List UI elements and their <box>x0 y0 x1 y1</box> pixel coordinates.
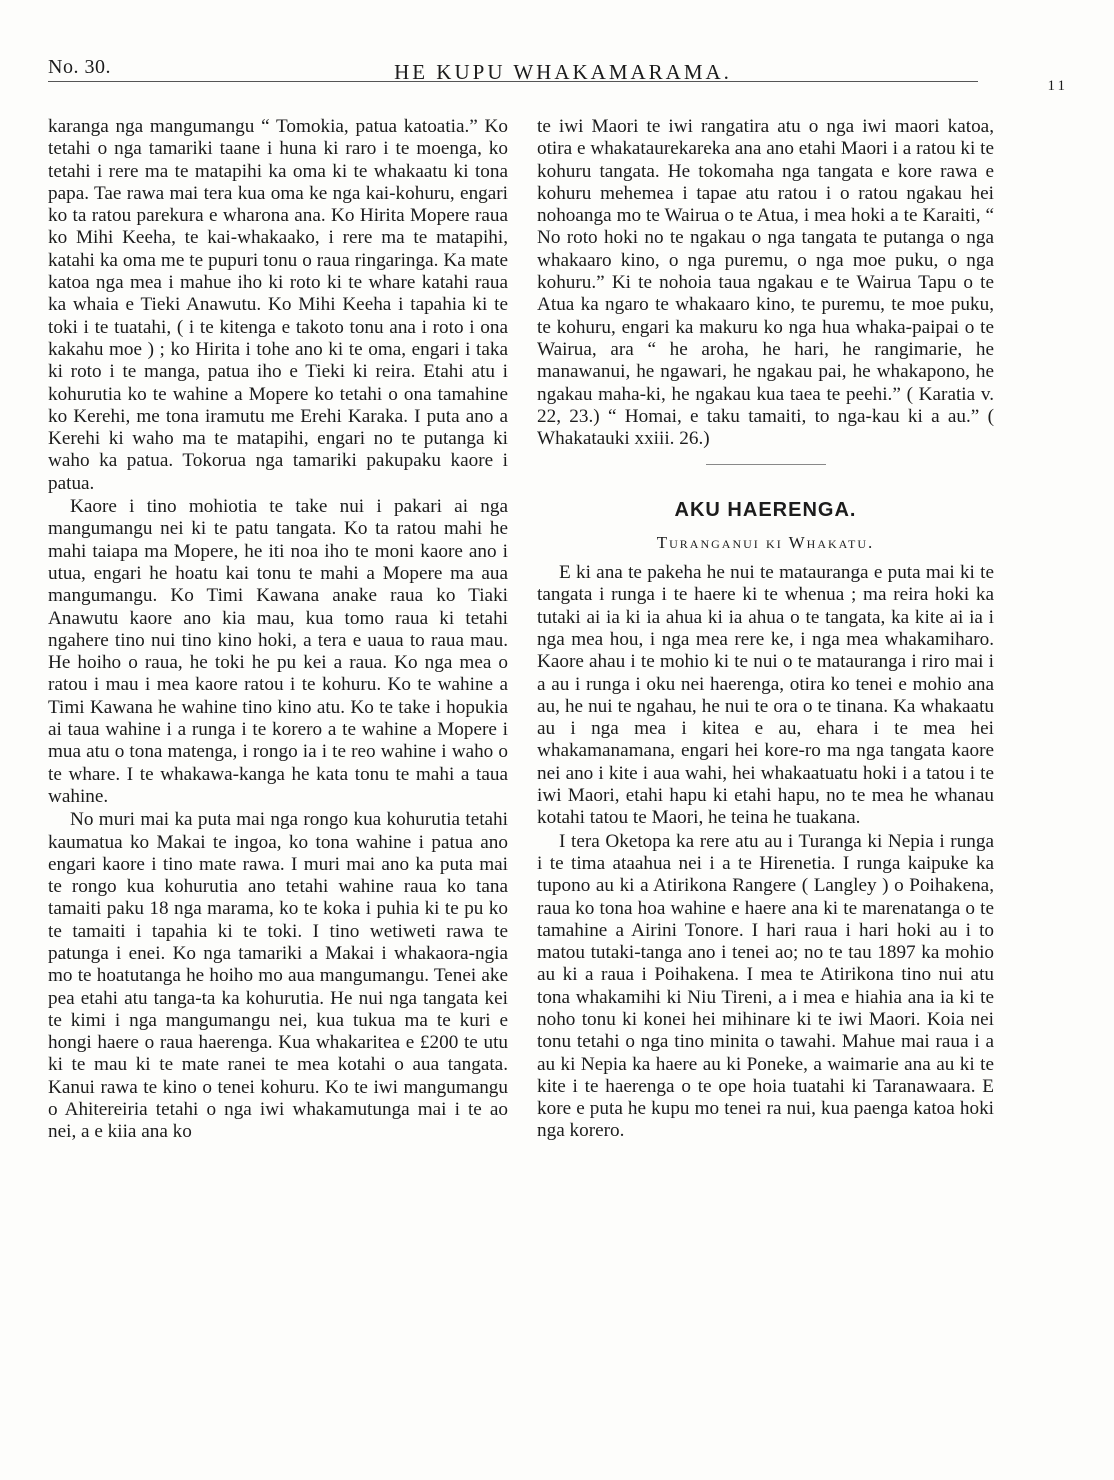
paragraph: I tera Oketopa ka rere atu au i Turanga ki Nepia i runga i te tima ataahua nei i a te Hirenetia. I runga kaipuke ka tupono au ki a Atirikona Rangere ( Langley ) o Poihakena, raua ko tona hoa wahine e haere ana ki te marenatanga o te tamahine a Airini Tonore. I hari raua i hari hoki au i to matou tutaki-tanga ano i tenei ao; no te tau 1897 ka mohio au ki a raua i Poihakena. I mea te Atirikona tino nui atu tona whakamihi ki Niu Tireni, a i mea e hiahia ana ia ki te noho tonu ki konei hei mihinare ki te iwi Maori. Koia nei tonu tetahi o nga tino minita o tawahi. Mahue mai raua i a au ki Nepia ka haere au ki Poneke, a waimarie ana au ki te kite i te haerenga o te ope hoia tuatahi ki Taranawaara. E kore e puta he kupu mo tenei ra nui, kua paenga katoa hoki nga korero. <box>537 830 994 1142</box>
running-title: HE KUPU WHAKAMARAMA. <box>394 60 732 84</box>
issue-number: No. 30. <box>48 56 111 78</box>
left-column <box>48 116 508 1144</box>
paragraph: E ki ana te pakeha he nui te matauranga e puta mai ki te tangata i runga i te haere ki te whenua ; ma reira hoki ka tutaki ai ia ki ia ahua ki ia ahua o te tangata, ka kite ai ia i nga mea hou, i nga mea rere ke, i nga mea whakamiharo. Kaore ahau i te mohio ki te nui o te matauranga i riro mai i a au i runga i oku nei haerenga, otira ko tenei e mohio ana au, he nui te ngahau, he nui te ora o te tinana. Ka whakaatu au i nga mea i kitea e au, ehara i te mea hei whakamanamana, engari hei kore-ro ma nga tangata kaore nei ano i kite i aua wahi, hei whakaatuatu hoki i a tatou i te iwi Maori, etahi hapu ki etahi hapu, no te mea he whanau kotahi tatou te Maori, he teina he tuakana. <box>537 562 994 829</box>
right-column <box>537 116 994 1143</box>
section-title: AKU HAERENGA. <box>674 499 857 522</box>
running-header <box>48 56 1078 94</box>
paragraph: No muri mai ka puta mai nga rongo kua kohurutia tetahi kaumatua ko Makai te ingoa, ko tona wahine i patua ano engari kaore i tino mate rawa. I muri mai ano ka puta mai te rongo kua kohurutia ano tetahi wahine raua ko tana tamaiti paku 18 nga marama, ko te koka i puhia ki te pu ko te tamaiti i tapahia ki te toki. I tino wetiweti rawa te patunga i enei. Ko nga tamariki a Makai i whakaora-ngia mo te hoatutanga he hoiho mo aua mangumangu. Tenei ake pea etahi atu tanga-ta ka kohurutia. He nui nga tangata kei te kimi i nga mangumangu nei, kua tukua ma te kuri e hongi haere o raua haerenga. Kua whakaritea e £200 te utu ki te mau ki te mate ranei te mea kotahi o aua tangata. Kanui rawa te kino o tenei kohuru. Ko te iwi mangumangu o Ahitereiria tetahi o nga iwi whakamutunga mai i te ao nei, a e kiia ana ko <box>48 809 508 1143</box>
paragraph: te iwi Maori te iwi rangatira atu o nga iwi maori katoa, otira e whakataurekareka ana ano etahi Maori i a ratou ki te kohuru tangata. He tokomaha nga tangata e kore rawa e kohuru mehemea i tapae atu ratou i o ratou ngakau hei nohoanga mo te Wairua o te Atua, i mea hoki a te Karaiti, “ No roto hoki no te ngakau o nga tangata te putanga o nga whakaaro kino, o nga puremu, o nga moe puku, o nga kohuru.” Ki te nohoia taua ngakau e te Wairua Tapu o te Atua ka ngaro te whakaaro kino, te puremu, te moe puku, te kohuru, engari ka makuru ko nga hua whaka-paipai o te Wairua, ara “ he aroha, he hari, he rangimarie, he manawanui, he ngawari, he ngakau pai, he whakapono, he ngakau maha-ki, he ngakau kua taea te peehi.” ( Karatia v. 22, 23.) “ Homai, e taku tamaiti, to nga-kau ki a au.” ( Whakatauki xxiii. 26.) <box>537 116 994 450</box>
section-subtitle: Turanganui ki Whakatu. <box>656 532 875 552</box>
paragraph: karanga nga mangumangu “ Tomokia, patua katoatia.” Ko tetahi o nga tamariki taane i huna ki raro i te moenga, ko tetahi i rere ma te matapihi ka oma ki te whakaatu ki tona papa. Tae rawa mai tera kua oma ke nga kai-kohuru, engari ko ta ratou parekura e wharona ana. Ko Hirita Mopere raua ko Mihi Keeha, te kai-whakaako, i rere ma te matapihi, katahi ka oma me te pupuri tonu o raua ringaringa. Ka mate katoa nga mea i mahue iho ki roto ki te whare katahi raua ka whaia e Tieki Anawutu. Ko Mihi Keeha i tapahia ki te toki i te tuatahi, ( i te kitenga e takoto tonu ana i roto i ona kakahu moe ) ; ko Hirita i tohe ano ki te oma, engari i taka ki roto i te manga, patua iho e Tieki ki reira. Etahi atu i kohurutia ko te wahine a Mopere ko tetahi o ona tamahine ko Kerehi, me tona iramutu me Erehi Karaka. I puta ano a Kerehi ki waho ma te matapihi, engari no te putanga ki waho ka patua. Tokorua nga tamariki pakupaku kaore i patua. <box>48 116 508 494</box>
page-number: 11 <box>1047 78 1068 94</box>
section-divider <box>706 464 826 465</box>
header-rule <box>48 81 978 82</box>
paragraph: Kaore i tino mohiotia te take nui i pakari ai nga mangumangu nei ki te patu tangata. Ko ta ratou mahi he mahi taiapa ma Mopere, he iti noa iho te moni kaore ano i utua, engari he hoatu kai tonu te mahi a Mopere ma aua mangumangu. Ko Timi Kawana anake raua ko Tiaki Anawutu kaore ano kia mau, kua tomo raua ki tetahi ngahere tino nui tino kino hoki, a tera e uaua to raua mau. He hoiho o raua, he toki he pu kei a raua. Ko nga mea o ratou i mau i mea kaore ratou i te kohuru. Ko te wahine a Timi Kawana he wahine tino kino atu. Ko te take i hopukia ai taua wahine i a runga i te korero a te wahine a Mopere i mua atu o tona matenga, i rongo ia i te reo wahine i waho o te whare. I te whakawa-kanga he kata tonu te mahi a taua wahine. <box>48 496 508 807</box>
